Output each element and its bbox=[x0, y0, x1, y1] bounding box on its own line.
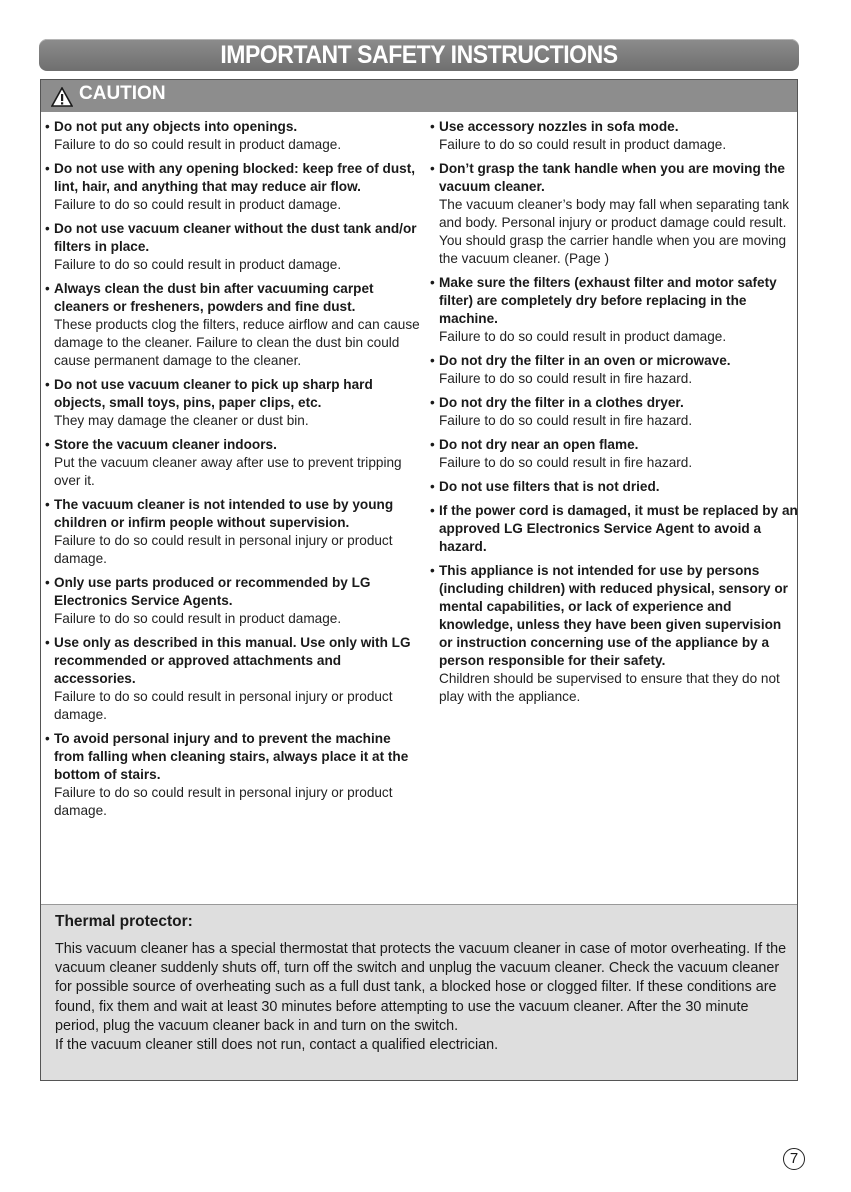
page-number: 7 bbox=[783, 1148, 805, 1170]
caution-item-heading: Do not use vacuum cleaner without the dust tank and/or filters in place. bbox=[54, 221, 417, 254]
bullet-icon: • bbox=[45, 221, 50, 236]
caution-item-heading: This appliance is not intended for use by persons (including children) with reduced physical, sensory or mental capabilities, or lack of experience and knowledge, unless they have been given supervision or instruction concerning use of the appliance by a person responsible for their safety. bbox=[439, 563, 788, 668]
caution-item bbox=[426, 478, 798, 496]
caution-item-text: Failure to do so could result in product damage. bbox=[54, 137, 342, 152]
caution-item-text: These products clog the filters, reduce airflow and can cause damage to the cleaner. Failure to clean the dust bin could cause permanent damage to the cleaner. bbox=[54, 317, 420, 368]
caution-item-heading: Do not use vacuum cleaner to pick up sharp hard objects, small toys, pins, paper clips, etc. bbox=[54, 377, 373, 410]
caution-item bbox=[41, 376, 421, 430]
bullet-icon: • bbox=[430, 275, 435, 290]
caution-item-text: Failure to do so could result in product damage. bbox=[439, 329, 727, 344]
caution-item-text: Failure to do so could result in product damage. bbox=[54, 257, 342, 272]
caution-item bbox=[41, 496, 421, 568]
page-title: IMPORTANT SAFETY INSTRUCTIONS bbox=[220, 41, 618, 69]
caution-item-text: Failure to do so could result in fire hazard. bbox=[439, 371, 693, 386]
warning-triangle-icon bbox=[51, 87, 73, 107]
thermal-title: Thermal protector: bbox=[55, 913, 193, 930]
caution-item-text: Failure to do so could result in fire hazard. bbox=[439, 455, 693, 470]
caution-item-text: Children should be supervised to ensure that they do not play with the appliance. bbox=[439, 671, 780, 704]
caution-item-text: Failure to do so could result in personal injury or product damage. bbox=[54, 689, 393, 722]
caution-item bbox=[426, 160, 798, 268]
caution-item-heading: Do not dry near an open flame. bbox=[439, 437, 639, 452]
caution-item bbox=[41, 220, 421, 274]
caution-header bbox=[41, 80, 797, 112]
caution-item-heading: Always clean the dust bin after vacuuming carpet cleaners or fresheners, powders and fine dust. bbox=[54, 281, 374, 314]
bullet-icon: • bbox=[45, 635, 50, 650]
caution-item bbox=[426, 502, 798, 556]
bullet-icon: • bbox=[430, 503, 435, 518]
caution-item-text: Failure to do so could result in product damage. bbox=[439, 137, 727, 152]
title-bar bbox=[39, 39, 799, 71]
bullet-icon: • bbox=[45, 119, 50, 134]
caution-item-heading: Do not dry the filter in a clothes dryer. bbox=[439, 395, 684, 410]
caution-item bbox=[426, 274, 798, 346]
caution-item bbox=[41, 574, 421, 628]
caution-item bbox=[41, 280, 421, 370]
bullet-icon: • bbox=[45, 731, 50, 746]
bullet-icon: • bbox=[45, 497, 50, 512]
caution-item bbox=[41, 436, 421, 490]
caution-panel bbox=[40, 79, 798, 1081]
caution-item-heading: To avoid personal injury and to prevent the machine from falling when cleaning stairs, always place it at the bottom of stairs. bbox=[54, 731, 409, 782]
caution-item-heading: Do not use with any opening blocked: keep free of dust, lint, hair, and anything that may reduce air flow. bbox=[54, 161, 416, 194]
caution-item-heading: If the power cord is damaged, it must be replaced by an approved LG Electronics Service Agent to avoid a hazard. bbox=[439, 503, 798, 554]
caution-item bbox=[426, 352, 798, 388]
caution-item bbox=[41, 730, 421, 820]
thermal-body bbox=[55, 940, 795, 1055]
bullet-icon: • bbox=[430, 119, 435, 134]
caution-item-heading: Make sure the filters (exhaust filter and motor safety filter) are completely dry before replacing in the machine. bbox=[439, 275, 777, 326]
caution-item-heading: Only use parts produced or recommended by LG Electronics Service Agents. bbox=[54, 575, 371, 608]
caution-item bbox=[41, 634, 421, 724]
caution-item-heading: Don’t grasp the tank handle when you are moving the vacuum cleaner. bbox=[439, 161, 785, 194]
caution-item-heading: Do not dry the filter in an oven or microwave. bbox=[439, 353, 731, 368]
caution-item-heading: Use accessory nozzles in sofa mode. bbox=[439, 119, 679, 134]
caution-item bbox=[41, 160, 421, 214]
bullet-icon: • bbox=[430, 353, 435, 368]
caution-item-text: The vacuum cleaner’s body may fall when separating tank and body. Personal injury or product damage could result. You should grasp the carrier handle when you are moving the vacuum cleaner. (Page ) bbox=[439, 197, 790, 266]
caution-item-heading: Use only as described in this manual. Use only with LG recommended or approved attachments and accessories. bbox=[54, 635, 411, 686]
bullet-icon: • bbox=[430, 479, 435, 494]
bullet-icon: • bbox=[45, 437, 50, 452]
caution-item-heading: The vacuum cleaner is not intended to use by young children or infirm people without supervision. bbox=[54, 497, 394, 530]
caution-item bbox=[41, 118, 421, 154]
bullet-icon: • bbox=[45, 377, 50, 392]
bullet-icon: • bbox=[45, 281, 50, 296]
caution-item bbox=[426, 394, 798, 430]
caution-item bbox=[426, 562, 798, 706]
left-column bbox=[41, 118, 421, 826]
caution-item-heading: Do not put any objects into openings. bbox=[54, 119, 298, 134]
caution-item-heading: Do not use filters that is not dried. bbox=[439, 479, 660, 494]
caution-item-heading: Store the vacuum cleaner indoors. bbox=[54, 437, 277, 452]
caution-item-text: Failure to do so could result in personal injury or product damage. bbox=[54, 785, 393, 818]
caution-item-text: Failure to do so could result in product damage. bbox=[54, 197, 342, 212]
thermal-note: If the vacuum cleaner still does not run, contact a qualified electrician. bbox=[55, 1037, 499, 1054]
caution-item-text: Failure to do so could result in fire hazard. bbox=[439, 413, 693, 428]
caution-item-text: Failure to do so could result in product damage. bbox=[54, 611, 342, 626]
bullet-icon: • bbox=[430, 563, 435, 578]
caution-item-text: Failure to do so could result in personal injury or product damage. bbox=[54, 533, 393, 566]
thermal-protector-box bbox=[41, 904, 797, 1080]
bullet-icon: • bbox=[430, 161, 435, 176]
thermal-paragraph: This vacuum cleaner has a special thermostat that protects the vacuum cleaner in case of motor overheating. If the vacuum cleaner suddenly shuts off, turn off the switch and unplug the vacuum cleaner. Check the vacuum cleaner for possible source of overheating such as a full dust tank, a blocked hose or clogged filter. If these conditions are found, fix them and wait at least 30 minutes before attempting to use the vacuum cleaner. After the 30 minute period, plug the vacuum cleaner back in and turn on the switch. bbox=[55, 941, 787, 1034]
caution-item-text: They may damage the cleaner or dust bin. bbox=[54, 413, 309, 428]
caution-item-text: Put the vacuum cleaner away after use to prevent tripping over it. bbox=[54, 455, 402, 488]
bullet-icon: • bbox=[430, 395, 435, 410]
bullet-icon: • bbox=[45, 161, 50, 176]
right-column bbox=[426, 118, 798, 712]
caution-item bbox=[426, 118, 798, 154]
caution-item bbox=[426, 436, 798, 472]
bullet-icon: • bbox=[45, 575, 50, 590]
bullet-icon: • bbox=[430, 437, 435, 452]
caution-label: CAUTION bbox=[79, 83, 166, 104]
